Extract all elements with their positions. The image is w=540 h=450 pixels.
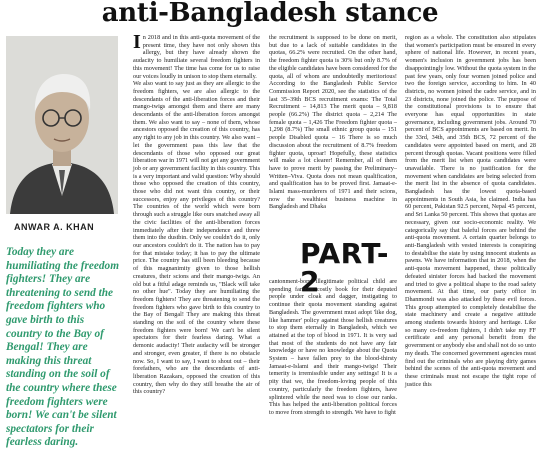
drop-cap: I	[133, 31, 141, 53]
article-column-3	[405, 34, 536, 438]
author-name: ANWAR A. KHAN	[14, 222, 95, 232]
article-column-2-bottom	[269, 278, 397, 440]
part-label: PART-2	[300, 237, 390, 298]
column-3-text: region as a whole. The constitution also stipulates that women's participation must be ensured in every sphere of national life. However, in recent years, women's inclusion in government jobs has been disappointingly low. Without the quota system in the past few years, only four women joined police and two the foreign service, according to him. In 40 districts, no women joined the cadre service, and in 23 districts, none joined the police. The purpose of the constitutional provisions is to ensure that everyone has equal opportunities in state governance, including government jobs. Around 70 percent of BCS appointments are based on merit. In the 33rd, 34th, and 35th BCS, 72 percent of the candidates were appointed based on merit, and 28 percent through quotas. Vacant positions were filled from the merit list when quota candidates were unavailable. There is no justification for the movement when candidates are being selected from the merit list in the absence of quota candidates. Bangladesh has the lowest quota-based appointments in South Asia, he claimed. India has 60 percent, Pakistan 92.5 percent, Nepal 45 percent, and Sri Lanka 50 percent. This shows that quotas are necessary, given our socio-economic reality. We categorically say that baleful forces are behind the anti-quota movement. A certain quarter belongs to anti-Bangladesh with vested interests is conspiring to destabilise the state by using innocent students as pawns. We have information that in 2018, when the anti-quota movement happened, these politically defeated sinister forces had backed the movement and tried to give a political shape to the road safety movement. At that time, our party office in Dhanmondi was also attacked by these evil forces. This group attempted to completely destabilise the state machinery and create a negative attitude among students towards history and heritage. Like so many co-freedom fighters, I didn't take my FF certificate and any personal benefit from the government or anybody else and shall not do so unto my death. The concerned government agencies must find out the criminals who are playing dirty games behind the scenes of the anti-quota movement and these criminals must not escape the tight rope of justice this	[405, 34, 536, 388]
headline: anti-Bangladesh stance	[101, 0, 439, 28]
pull-quote: Today they are humiliating the freedom fighters! They are threatening to send the freedom fighters who gave birth to this country to the Bay of Bengal! They are making this threat standing on the soil of the country where these freedom fighters were born! We can't be silent spectators for their fearless daring.	[6, 246, 119, 449]
article-column-2-top	[269, 34, 397, 232]
article-column-1	[133, 31, 260, 438]
column-2-bottom-text: cantonment-born illegitimate political child are spending famous costly book for their deputed people under cloak and dagger, instigating to continue their quota movement standing against Bangladesh. The government must adopt 'like dog, like hammer' policy against those hellish creatures to stop them eternally in Bangladesh, which we attained at the top of blood in 1971. It is very sad that most of the students do not have any fair knowledge or have no knowledge about the Quota System – have fallen prey to the blood-thirsty Jamaat-e-Islami and their mango-twigs! Their temerity is irremissible under any settings! It is a pity that we, the freedom-loving people of this country, particularly the freedom fighters, have splintered while the need was to close our ranks. This has helped the anti-liberation political forces to move from strength to strength. We have to fight	[269, 278, 397, 416]
column-2-top-text: the recruitment is supposed to be done on merit, but due to a lack of suitable candidates in the quotas, 66.2% were recruited. On the other hand, the freedom fighter quota is 30% but only 8.7% of the eligible candidates have been considered for the quota, all of whom are undoubtedly meritorious! According to the Bangladesh Public Service Commission Report 2020, see the statistics of the last 35–39th BCS recruitment exams: The Total Recruitment – 14,813 The merit quota – 9,818 people (66.2%) The district quota – 2,214 The female quota – 1,426 The Freedom fighter quota – 1,298 (8.7%) The small ethnic group quota – 151 people Disabled quota – 16 There is so much discussion about the recruitment of 8.7% freedom fighter quota, uproar! Hopefully, these statistics will make a lot clearer! Remember, all of them have to prove merit by passing the Preliminary–Written–Viva. Quota does not mean qualification, and qualification has to be proved first. Jamaat-e-Islami mass-murderers of 1971 and their scions, now the wealthiest business machine in Bangladesh and Dhaka	[269, 34, 397, 211]
lead-text: n 2018 and in this anti-quota movement of the present time, they have not only shown this allergy, but they have already shown the audacity to humiliate several freedom fighters in this movement! The time has come for us to raise our voices loudly in unison to stop them eternally.	[133, 34, 260, 80]
lead-paragraph	[133, 31, 260, 80]
author-photo	[6, 36, 118, 214]
column-1-body: We also want to say just as they are allergic to the freedom fighters, we are also allergic to the descendants of the anti-liberation forces and their mango-twigs amongst them and there are many descendants of the anti-liberation forces amongst them. We also want to say – none of them, whose ancestors opposed the creation of this country, has any right to any job in this country. We also want – let the government pass this law that the descendants of those who opposed our great liberation war in 1971 will not get any government job or any government facility in this country. This is a very important and valid question: Why should those who opposed the creation of this country, those who did not want this country, or their successors, enjoy any privileges of this country? The countries of the world which were born through such a struggle like ours snatched away all the civic facilities of the anti-liberation forces immediately after their independence and threw them into the dustbin. Only we couldn't do it, only our ancestors couldn't do it. The nation has to pay for that mistake today; it has to pay the ultimate price. The country has still been bleeding because of this magnanimity given to those hellish creatures, their scions and their mango-twigs. An old but a fitful adage reminds us, "Black will take no other hue". Today they are humiliating the freedom fighters! They are threatening to send the freedom fighters who gave birth to this country to the Bay of Bengal! They are making this threat standing on the soil of the country where these freedom fighters were born! We can't be silent spectators for their fearless daring. What a demonic audacity! Their audacity will be stronger and stronger, even greater, if there is no obstacle now. So, I want to say, I want to shout out – their forefathers, who are the descendants of anti-liberation Razakars, opposed the creation of this country, then why do they still breathe the air of this country?	[133, 80, 260, 396]
